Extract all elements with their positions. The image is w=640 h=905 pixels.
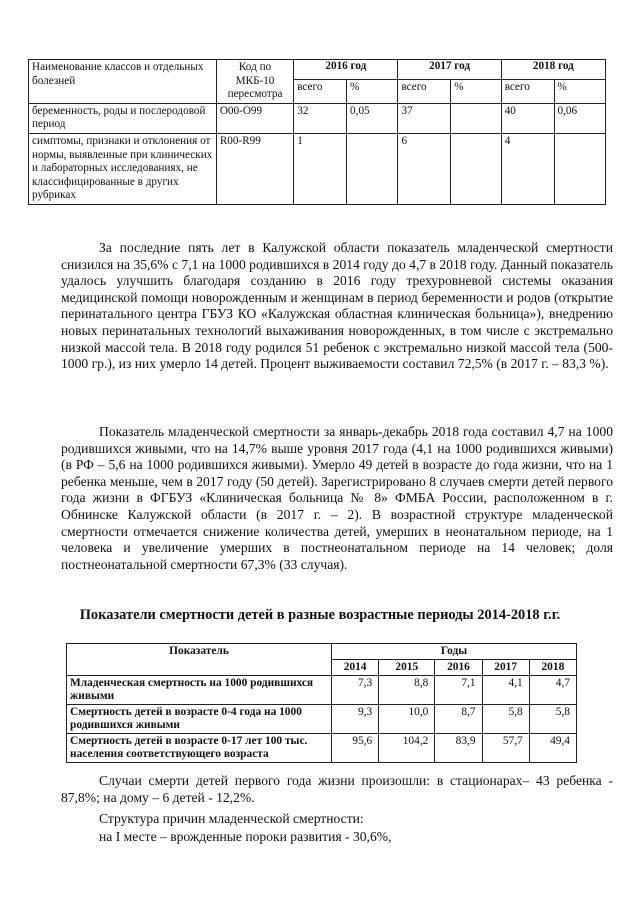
header-year: 2018	[529, 660, 576, 676]
header-year-2018: 2018 год	[501, 60, 605, 80]
row-value: 9,3	[332, 705, 379, 734]
table-row	[67, 705, 577, 734]
header-indicator: Показатель	[67, 644, 332, 676]
row-indicator: Смертность детей в возрасте 0-17 лет 100 тыс. населения соответствующего возраста	[67, 734, 332, 763]
paragraph-infant-mortality-trend	[61, 240, 613, 373]
row-2017-pct	[451, 103, 501, 133]
child-mortality-table	[66, 643, 577, 763]
table-row	[67, 734, 577, 763]
subheader-pct: %	[554, 80, 605, 103]
row-class-name: симптомы, признаки и отклонения от нормы, выявленные при клинических и лабораторных исследованиях, не классифицированные в других рубриках	[29, 133, 217, 204]
table-header-row	[29, 60, 606, 80]
row-2018-pct: 0,06	[554, 103, 605, 133]
subheader-total: всего	[398, 80, 451, 103]
paragraph-text: За последние пять лет в Калужской области показатель младенческой смертности снизился на 35,6% с 7,1 на 1000 родившихся в 2014 году до 4,7 в 2018 году. Данный показатель удалось улучшить благодаря созданию в 2016 году трехуровневой системы оказания медицинской помощи новорожденным и женщинам в период беременности и родов (открытие перинатального центра ГБУЗ КО «Калужская областная клиническая больница»), внедрению новых перинатальных технологий выхаживания новорожденных, в том числе с экстремально низкой массой тела. В 2018 году родился 51 ребенок с экстремально низкой массой тела (500-1000 гр.), из них умерло 14 детей. Процент выживаемости составил 72,5% (в 2017 г. – 83,3 %).	[61, 240, 613, 372]
row-icd-code: O00-O99	[216, 103, 293, 133]
row-value: 7,1	[435, 676, 482, 705]
header-year: 2016	[435, 660, 482, 676]
first-cause-line: на I месте – врожденные пороки развития - 30,6%,	[99, 829, 392, 844]
row-value: 8,8	[379, 676, 435, 705]
row-2017-total: 37	[398, 103, 451, 133]
subheader-pct: %	[347, 80, 398, 103]
row-2017-pct	[451, 133, 501, 204]
row-2016-pct: 0,05	[347, 103, 398, 133]
row-value: 4,7	[529, 676, 576, 705]
table-row	[29, 103, 606, 133]
table-row	[67, 676, 577, 705]
header-icd-code: Код по МКБ-10 пересмотра	[216, 60, 293, 104]
row-2018-total: 40	[501, 103, 554, 133]
header-year-2016: 2016 год	[294, 60, 398, 80]
row-icd-code: R00-R99	[216, 133, 293, 204]
header-year: 2017	[482, 660, 529, 676]
header-years: Годы	[332, 644, 577, 660]
row-value: 4,1	[482, 676, 529, 705]
row-2016-pct	[347, 133, 398, 204]
subheader-pct: %	[451, 80, 501, 103]
disease-classes-table	[28, 59, 606, 205]
paragraph-text: Случаи смерти детей первого года жизни произошли: в стационарах– 43 ребенка - 87,8%; на дому – 6 детей - 12,2%.	[61, 773, 613, 805]
paragraph-death-locations	[61, 773, 613, 806]
row-value: 104,2	[379, 734, 435, 763]
row-2018-total: 4	[501, 133, 554, 204]
row-value: 57,7	[482, 734, 529, 763]
row-2018-pct	[554, 133, 605, 204]
paragraph-text: Показатель младенческой смертности за январь-декабрь 2018 года составил 4,7 на 1000 родившихся живыми, что на 14,7% выше уровня 2017 года (4,1 на 1000 родившихся живыми) (в РФ – 5,6 на 1000 родившихся живыми). Умерло 49 детей в возрасте до года жизни, что на 1 ребенка меньше, чем в 2017 году (50 детей). Зарегистрировано 8 случаев смерти детей первого года жизни в ФГБУЗ «Клиническая больница № 8» ФМБА России, расположенном в г. Обнинске Калужской области (в 2017 г. – 2). В возрастной структуре младенческой смертности отмечается снижение количества детей, умерших в неонатальном периоде, на 1 человека и увеличение умерших в постнеонатальном периоде на 14 человек; доля постнеонатальной смертности 67,3% (33 случая).	[61, 424, 613, 572]
row-indicator: Младенческая смертность на 1000 родившихся живыми	[67, 676, 332, 705]
subheader-total: всего	[294, 80, 347, 103]
table-row	[29, 133, 606, 204]
row-2016-total: 1	[294, 133, 347, 204]
paragraph-infant-mortality-2018	[61, 424, 613, 573]
row-2017-total: 6	[398, 133, 451, 204]
row-value: 10,0	[379, 705, 435, 734]
section-heading: Показатели смертности детей в разные возрастные периоды 2014-2018 г.г.	[79, 607, 561, 623]
causes-structure-line: Структура причин младенческой смертности:	[99, 811, 364, 826]
row-value: 7,3	[332, 676, 379, 705]
row-indicator: Смертность детей в возрасте 0-4 года на 1000 родившихся живыми	[67, 705, 332, 734]
header-class-name: Наименование классов и отдельных болезней	[29, 60, 217, 104]
row-value: 5,8	[529, 705, 576, 734]
row-value: 83,9	[435, 734, 482, 763]
table-header-row	[67, 644, 577, 660]
header-year: 2014	[332, 660, 379, 676]
row-value: 5,8	[482, 705, 529, 734]
row-class-name: беременность, роды и послеродовой период	[29, 103, 217, 133]
subheader-total: всего	[501, 80, 554, 103]
row-value: 8,7	[435, 705, 482, 734]
header-year-2017: 2017 год	[398, 60, 501, 80]
header-year: 2015	[379, 660, 435, 676]
row-2016-total: 32	[294, 103, 347, 133]
row-value: 95,6	[332, 734, 379, 763]
row-value: 49,4	[529, 734, 576, 763]
